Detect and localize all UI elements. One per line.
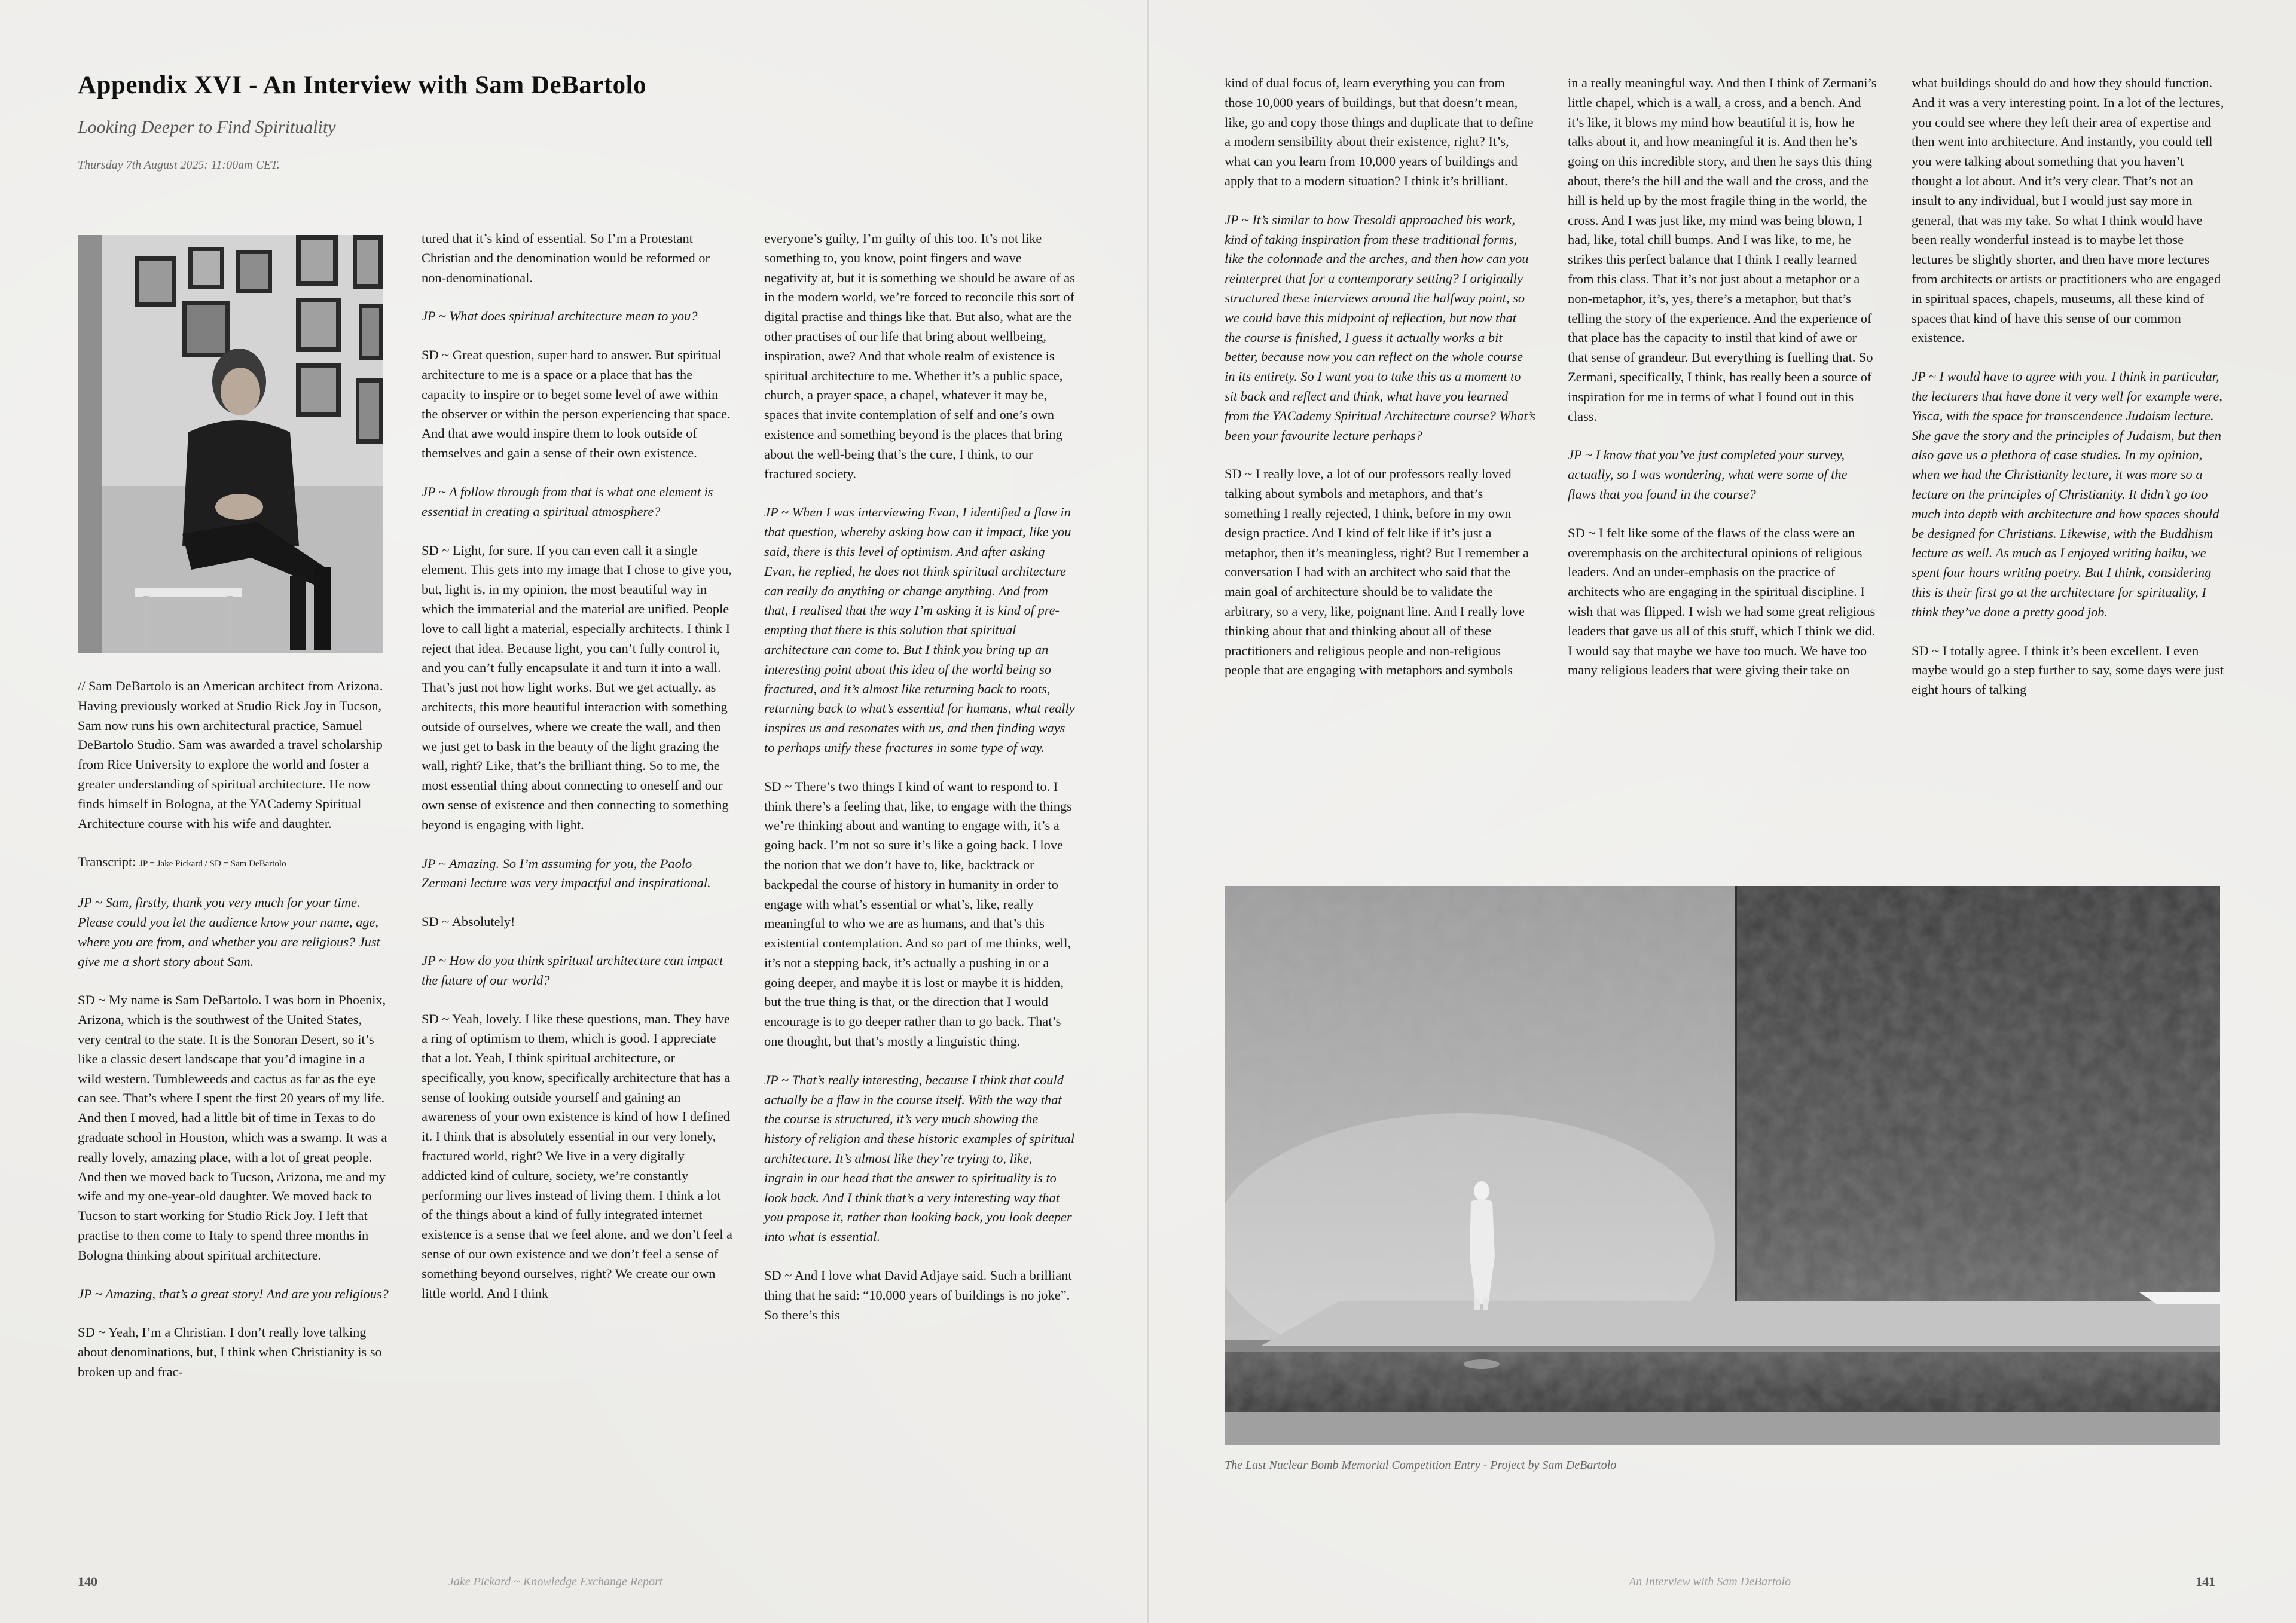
text-column-3	[764, 229, 1075, 1325]
question-paragraph: JP ~ That’s really interesting, because I think that could actually be a flaw in the course itself. With the way that the course is structured, it’s very much showing the history of religion and these historic examples of spiritual architecture. It’s almost like they’re trying to, like, ingrain in our head that the answer to spirituality is to look back. And I think that’s a very interesting way that you propose it, rather than looking back, you look deeper into what is essential.	[764, 1072, 1075, 1245]
image-caption: The Last Nuclear Bomb Memorial Competition Entry - Project by Sam DeBartolo	[1225, 1459, 1617, 1472]
answer-paragraph: SD ~ Yeah, I’m a Christian. I don’t really love talking about denominations, but, I think when Christianity is so broken up and frac-	[78, 1325, 382, 1379]
question-paragraph: JP ~ A follow through from that is what one element is essential in creating a spiritual atmosphere?	[422, 484, 713, 519]
transcript-legend	[78, 852, 389, 874]
answer-paragraph: kind of dual focus of, learn everything you can from those 10,000 years of buildings, but that doesn’t mean, like, go and copy those things and duplicate that to define a modern sensibility about their existence, right? It’s, what can you learn from 10,000 years of buildings and apply that to a modern situation? I think it’s brilliant.	[1225, 75, 1534, 188]
answer-paragraph: what buildings should do and how they should function. And it was a very interesting point. In a lot of the lectures, you could see where they left their area of expertise and then went into architecture. And instantly, you could tell you were talking about something that you haven’t thought a lot about. And it’s very clear. That’s not an insult to any individual, but I would just say more in general, that was my take. So what I think would have been really wonderful instead is to maybe let those lectures be slightly shorter, and then have more lectures from architects or artists or practitioners who are engaged in spiritual spaces, chapels, museums, all these kind of spaces that kind of have this sense of our common existence.	[1912, 75, 2224, 346]
text-column-6	[1912, 74, 2225, 700]
text-column-5	[1568, 74, 1879, 680]
interview-date: Thursday 7th August 2025: 11:00am CET.	[78, 158, 280, 172]
answer-paragraph: in a really meaningful way. And then I think of Zermani’s little chapel, which is a wall, a cross, and a bench. And it’s like, it blows my mind how beautiful it is, how he talks about it, and how meaningful it is. And then he’s going on this incredible story, and then he says this thing about, there’s the hill and the wall and the cross, and the hill is held up by the most fragile thing in the world, the cross. And I was just like, my mind was being blown, I had, like, total chill bumps. And I was like, to me, he strikes this perfect balance that I think I really learned from this class. That it’s not just about a metaphor or a non-metaphor, it’s, yes, there’s a metaphor, but that’s telling the story of the experience. And the experience of that place has the capacity to instil that kind of awe or that sense of grandeur. But everything is fuelling that. So Zermani, specifically, I think, has really been a source of inspiration for me in terms of what I found out in this class.	[1568, 75, 1877, 424]
question-paragraph: JP ~ Sam, firstly, thank you very much for your time. Please could you let the audience know your name, age, where you are from, and whether you are religious? Just give me a short story about Sam.	[78, 895, 380, 969]
memorial-render-image	[1225, 886, 2220, 1445]
page-number-left: 140	[78, 1574, 97, 1589]
page-title: Appendix XVI - An Interview with Sam DeBartolo	[78, 71, 647, 99]
page-number-right: 141	[2196, 1574, 2215, 1589]
memorial-render-drawing	[1225, 886, 2220, 1445]
transcript-key: JP = Jake Pickard / SD = Sam DeBartolo	[139, 859, 286, 869]
answer-paragraph: SD ~ And I love what David Adjaye said. Such a brilliant thing that he said: “10,000 years of buildings is no joke”. So there’s this	[764, 1268, 1072, 1322]
answer-paragraph: SD ~ I totally agree. I think it’s been excellent. I even maybe would go a step further to say, some days were just eight hours of talking	[1912, 643, 2224, 698]
answer-paragraph: SD ~ My name is Sam DeBartolo. I was born in Phoenix, Arizona, which is the southwest of the United States, very central to the state. It is the Sonoran Desert, so it’s like a classic desert landscape that you’d imagine in a wild western. Tumbleweeds and cactus as far as the eye can see. That’s where I spent the first 20 years of my life. And then I moved, had a little bit of time in Texas to do graduate school in Houston, which was a swamp. It was a really lovely, amazing place, with a lot of great people. And then we moved back to Tucson, Arizona, me and my wife and my one-year-old daughter. We moved back to Tucson to start working for Studio Rick Joy. I left that practise to then come to Italy to spend three months in Bologna thinking about spiritual architecture.	[78, 992, 387, 1263]
answer-paragraph: SD ~ Light, for sure. If you can even call it a single element. This gets into my image that I chose to give you, but, light is, in my opinion, the most beautiful way in which the immaterial and the material are unified. People love to call light a material, especially architects. I think I reject that idea. Because light, you can’t fully control it, and you can’t fully encapsulate it and turn it into a wall. That’s just not how light works. But we get actually, as architects, this more beautiful interaction with something outside of ourselves, where we create the wall, and then we just get to bask in the beauty of the light grazing the wall, right? Like, that’s the brilliant thing. So to me, the most essential thing about connecting to oneself and our own sense of existence and then connecting to something beyond is engaging with light.	[422, 542, 732, 832]
answer-paragraph: SD ~ Absolutely!	[422, 914, 515, 930]
answer-paragraph: tured that it’s kind of essential. So I’m a Protestant Christian and the denomination would be reformed or non-denominational.	[422, 231, 710, 285]
question-paragraph: JP ~ Amazing. So I’m assuming for you, the Paolo Zermani lecture was very impactful and inspirational.	[422, 855, 711, 891]
portrait-photo-drawing	[78, 235, 383, 653]
answer-paragraph: SD ~ I felt like some of the flaws of the class were an overemphasis on the architectural opinions of religious leaders. And an under-emphasis on the practice of architects who are engaging in the spiritual discipline. I wish that was flipped. I wish we had some great religious leaders that gave us all of this stuff, which I think we did. I would say that maybe we have too much. We have too many religious leaders that were giving their take on	[1568, 525, 1876, 678]
spread-gutter	[1147, 0, 1149, 1623]
answer-paragraph: SD ~ There’s two things I kind of want to respond to. I think there’s a feeling that, like, to engage with the things we’re thinking about and wanting to engage with, it’s a going back. I’m not so sure it’s like a going back. I love the notion that we don’t have to, like, backtrack or backpedal the course of history in humanity in order to engage with what’s essential or what’s, like, really meaningful to who we are as humans, and that’s this existential contemplation. And so part of me thinks, well, it’s not a stepping back, it’s actually a pushing in or a going deeper, and maybe it is lost or maybe it is hidden, but the true thing is that, or the direction that I would encourage is to go deeper rather than to go back. That’s one thought, but that’s mostly a linguistic thing.	[764, 778, 1072, 1049]
text-column-2	[422, 229, 732, 1303]
question-paragraph: JP ~ Amazing, that’s a great story! And are you religious?	[78, 1286, 389, 1301]
running-footer-left: Jake Pickard ~ Knowledge Exchange Report	[448, 1575, 663, 1588]
question-paragraph: JP ~ When I was interviewing Evan, I identified a flaw in that question, whereby asking how can it impact, like you said, there is this level of optimism. And after asking Evan, he replied, he does not think spiritual architecture can really do anything or change anything. And from that, I realised that the way I’m asking it is kind of pre-empting that there is this solution that spiritual architecture can come to. But I think you bring up an interesting point about this idea of the world being so fractured, and it’s almost like returning back to roots, returning back to what’s essential for humans, what really inspires us and resonates with us, and then finding ways to perhaps unify these fractures in some type of way.	[764, 505, 1075, 755]
bio-paragraph: // Sam DeBartolo is an American architect from Arizona. Having previously worked at Studio Rick Joy in Tucson, Sam now runs his own architectural practice, Samuel DeBartolo Studio. Sam was awarded a travel scholarship from Rice University to explore the world and foster a greater understanding of spiritual architecture. He now finds himself in Bologna, at the YACademy Spiritual Architecture course with his wife and daughter.	[78, 678, 383, 831]
answer-paragraph: SD ~ Yeah, lovely. I like these questions, man. They have a ring of optimism to them, which is good. I appreciate that a lot. Yeah, I think spiritual architecture, or specifically, you know, specifically architecture that has a sense of looking outside yourself and gaining an awareness of your own existence is kind of how I defined it. I think that is absolutely essential in our very lonely, fractured world, right? We live in a very digitally addicted kind of culture, society, we’re constantly performing our lives instead of living them. I think a lot of the things about a kind of fully integrated internet existence is a sense that we feel alone, and we don’t feel a sense of our own existence and we don’t feel a sense of something beyond ourselves, right? We create our own little world. And I think	[422, 1011, 732, 1301]
question-paragraph: JP ~ I would have to agree with you. I think in particular, the lecturers that have done it very well for example were, Yisca, with the space for transcendence Judaism lecture. She gave the story and the principles of Judaism, but then also gave us a plethora of case studies. In my opinion, when we had the Christianity lecture, it was more so a lecture on the principles of Christianity. It didn’t go too much into depth with architecture and how spaces should be designed for Christians. Likewise, with the Buddhism lecture as well. As much as I enjoyed writing haiku, we spent four hours writing poetry. But I think, considering this is their first go at the architecture for spirituality, I think they’ve done a pretty good job.	[1912, 369, 2223, 619]
page-subtitle: Looking Deeper to Find Spirituality	[78, 117, 336, 137]
running-footer-right: An Interview with Sam DeBartolo	[1629, 1575, 1791, 1588]
question-paragraph: JP ~ It’s similar to how Tresoldi approached his work, kind of taking inspiration from these traditional forms, like the colonnade and the arches, and then how can you reinterpret that for a contemporary setting? I originally structured these interviews around the halfway point, so we could have this midpoint of reflection, but now that the course is finished, I guess it actually works a bit better, because now you can reflect on the whole course in its entirety. So I want you to take this as a moment to sit back and reflect and think, what have you learned from the YACademy Spiritual Architecture course? What’s been your favourite lecture perhaps?	[1225, 212, 1535, 443]
question-paragraph: JP ~ What does spiritual architecture mean to you?	[422, 308, 698, 324]
portrait-photo	[78, 235, 383, 653]
text-column-4	[1225, 74, 1535, 680]
answer-paragraph: SD ~ I really love, a lot of our professors really loved talking about symbols and metaphors, and that’s something I really rejected, I think, before in my own design practice. And I kind of felt like if it’s just a metaphor, then it’s meaningless, right? But I remember a conversation I had with an architect who said that the main goal of architecture should be to validate the arbitrary, so a very, like, poignant line. And I really love thinking about that and thinking about all of these practitioners and religious people and non-religious people that are engaging with metaphors and symbols	[1225, 466, 1529, 678]
answer-paragraph: everyone’s guilty, I’m guilty of this too. It’s not like something to, you know, point fingers and wave negativity at, but it is something we should be aware of as in the modern world, we’re forced to reconcile this sort of digital practise and things like that. But also, what are the other practises of our life that bring about wellbeing, inspiration, awe? And that whole realm of existence is spiritual architecture to me. Whether it’s a public space, church, a prayer space, a chapel, whatever it may be, spaces that invite contemplation of self and one’s own existence and something beyond is the places that bring about the well-being that’s the cure, I think, to our fractured society.	[764, 231, 1075, 481]
transcript-label: Transcript:	[78, 854, 136, 870]
text-column-1	[78, 677, 389, 1382]
question-paragraph: JP ~ I know that you’ve just completed your survey, actually, so I was wondering, what were some of the flaws that you found in the course?	[1568, 447, 1848, 502]
answer-paragraph: SD ~ Great question, super hard to answer. But spiritual architecture to me is a space or a place that has the capacity to inspire or to beget some level of awe within the observer or within the person experiencing that space. And that awe would inspire them to look outside of themselves and gain a sense of their own existence.	[422, 347, 731, 461]
question-paragraph: JP ~ How do you think spiritual architecture can impact the future of our world?	[422, 952, 723, 988]
